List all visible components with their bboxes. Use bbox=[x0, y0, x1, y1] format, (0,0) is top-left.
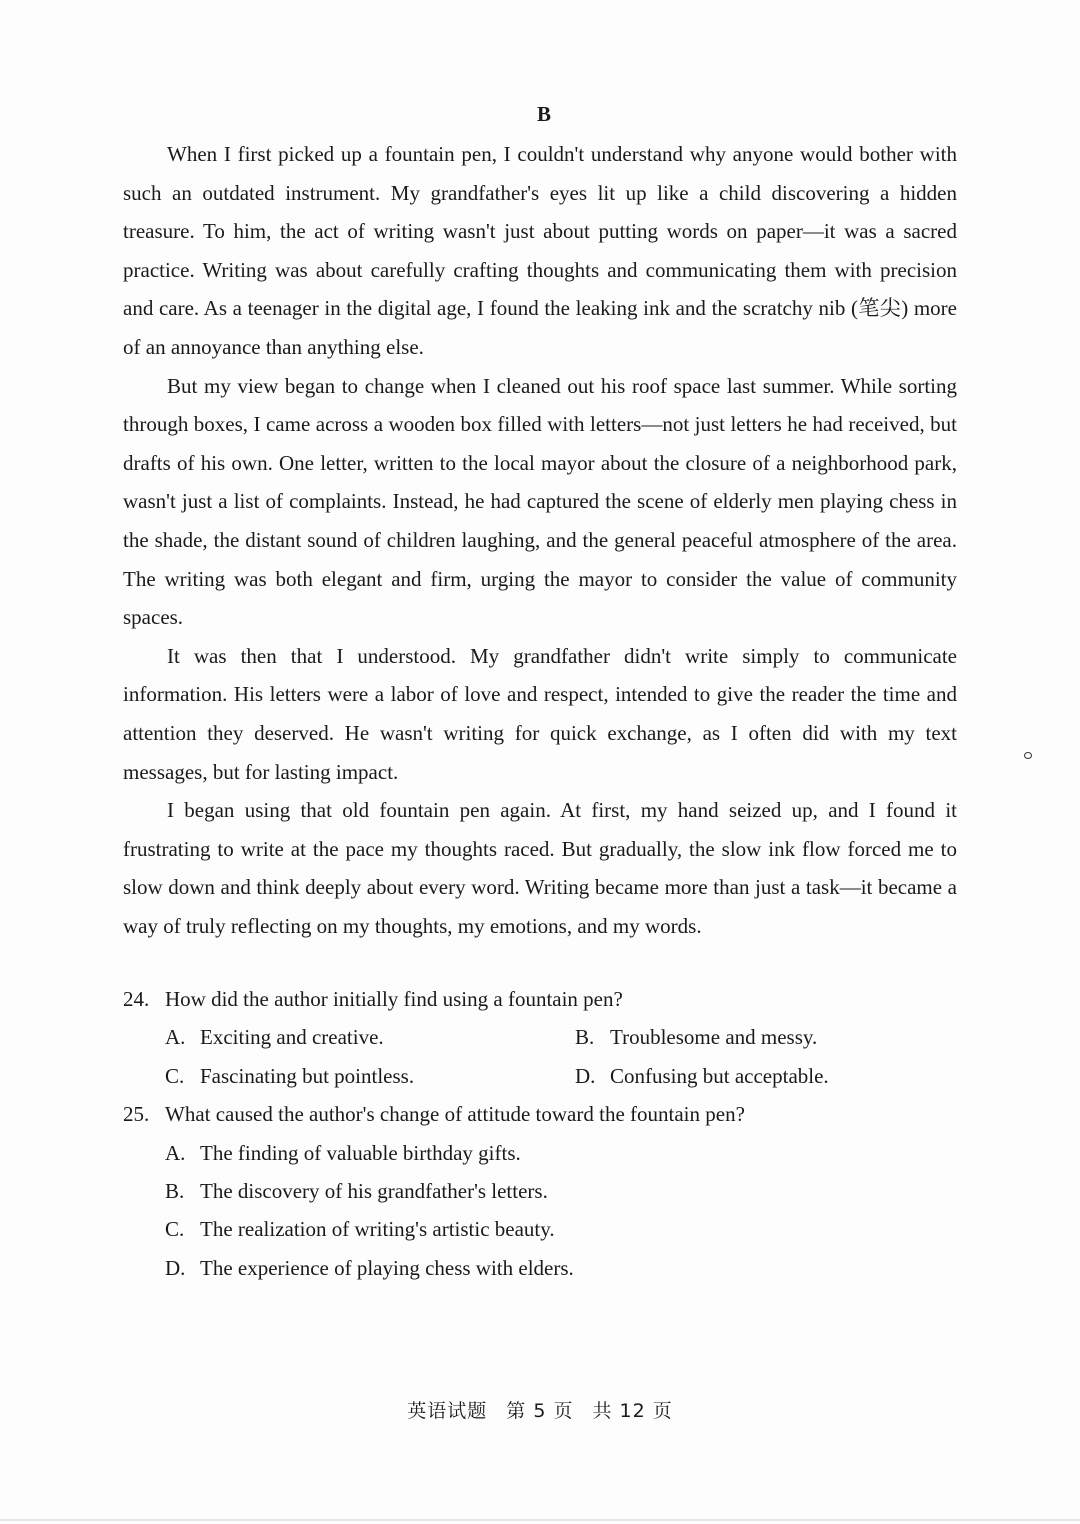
passage-paragraph-3: It was then that I understood. My grandfather didn't write simply to communicate information. His letters were a labor of love and respect, intended to give the reader the time and attention they deserved. He wasn't writing for quick exchange, as I often did with my text messages, but for lasting impact. bbox=[123, 643, 957, 784]
option-a[interactable] bbox=[165, 1018, 575, 1056]
option-d[interactable] bbox=[575, 1057, 985, 1095]
passage-paragraph-4: I began using that old fountain pen again. At first, my hand seized up, and I found it frustrating to write at the pace my thoughts raced. But gradually, the slow ink flow forced me to slow down and think deeply about every word. Writing became more than just a task—it became a way of truly reflecting on my thoughts, my emotions, and my words. bbox=[123, 798, 957, 938]
option-text: Confusing but acceptable. bbox=[610, 1063, 829, 1088]
option-text: The finding of valuable birthday gifts. bbox=[200, 1140, 521, 1165]
passage-paragraph-2: But my view began to change when I cleaned out his roof space last summer. While sorting through boxes, I came across a wooden box filled with letters—not just letters he had received, but drafts of his own. One letter, written to the local mayor about the closure of a neighborhood park, wasn't just a list of complaints. Instead, he had captured the scene of elderly men playing chess in the shade, the distant sound of children laughing, and the general peaceful atmosphere of the area. The writing was both elegant and firm, urging the mayor to consider the value of community spaces. bbox=[123, 373, 957, 630]
option-text: Troublesome and messy. bbox=[610, 1025, 818, 1050]
option-text: Fascinating but pointless. bbox=[200, 1063, 415, 1088]
reading-passage bbox=[123, 135, 957, 945]
question-number: 25. bbox=[123, 1102, 150, 1127]
option-b[interactable] bbox=[575, 1018, 985, 1056]
option-letter: B. bbox=[575, 1025, 595, 1050]
option-d[interactable] bbox=[165, 1249, 957, 1287]
option-letter: A. bbox=[165, 1140, 186, 1165]
question-24 bbox=[123, 980, 957, 1095]
option-text: The realization of writing's artistic beauty. bbox=[200, 1217, 555, 1242]
option-text: The discovery of his grandfather's letters. bbox=[200, 1179, 548, 1204]
footer-page-number: 第 5 页 bbox=[506, 1400, 574, 1422]
scan-edge-divider bbox=[0, 1519, 1080, 1521]
option-letter: C. bbox=[165, 1063, 185, 1088]
scan-speck bbox=[1024, 752, 1032, 759]
question-stem bbox=[123, 980, 957, 1018]
option-letter: C. bbox=[165, 1217, 185, 1242]
footer-total-pages: 共 12 页 bbox=[592, 1400, 673, 1422]
answer-options bbox=[123, 1134, 957, 1288]
answer-options bbox=[123, 1018, 957, 1095]
option-c[interactable] bbox=[165, 1057, 575, 1095]
question-text: How did the author initially find using a fountain pen? bbox=[165, 987, 623, 1011]
option-text: The experience of playing chess with elders. bbox=[200, 1255, 574, 1280]
page-footer bbox=[0, 1396, 1080, 1423]
question-25 bbox=[123, 1095, 957, 1287]
option-letter: D. bbox=[165, 1255, 186, 1280]
question-text: What caused the author's change of attitude toward the fountain pen? bbox=[165, 1102, 745, 1127]
option-letter: D. bbox=[575, 1063, 596, 1088]
option-letter: A. bbox=[165, 1025, 186, 1050]
footer-subject: 英语试题 bbox=[407, 1400, 488, 1422]
question-stem bbox=[123, 1095, 957, 1133]
option-c[interactable] bbox=[165, 1210, 957, 1248]
option-b[interactable] bbox=[165, 1172, 957, 1210]
option-a[interactable] bbox=[165, 1134, 957, 1172]
passage-paragraph-1: When I first picked up a fountain pen, I couldn't understand why anyone would bother with such an outdated instrument. My grandfather's eyes lit up like a child discovering a hidden treasure. To him, the act of writing wasn't just about putting words on paper—it was a sacred practice. Writing was about carefully crafting thoughts and communicating them with precision and care. As a teenager in the digital age, I found the leaking ink and the scratchy nib (笔尖) more of an annoyance than anything else. bbox=[123, 142, 957, 359]
option-letter: B. bbox=[165, 1179, 185, 1204]
option-text: Exciting and creative. bbox=[200, 1025, 384, 1050]
section-title: B bbox=[536, 102, 551, 126]
question-list bbox=[123, 980, 957, 1287]
question-number: 24. bbox=[123, 987, 150, 1011]
